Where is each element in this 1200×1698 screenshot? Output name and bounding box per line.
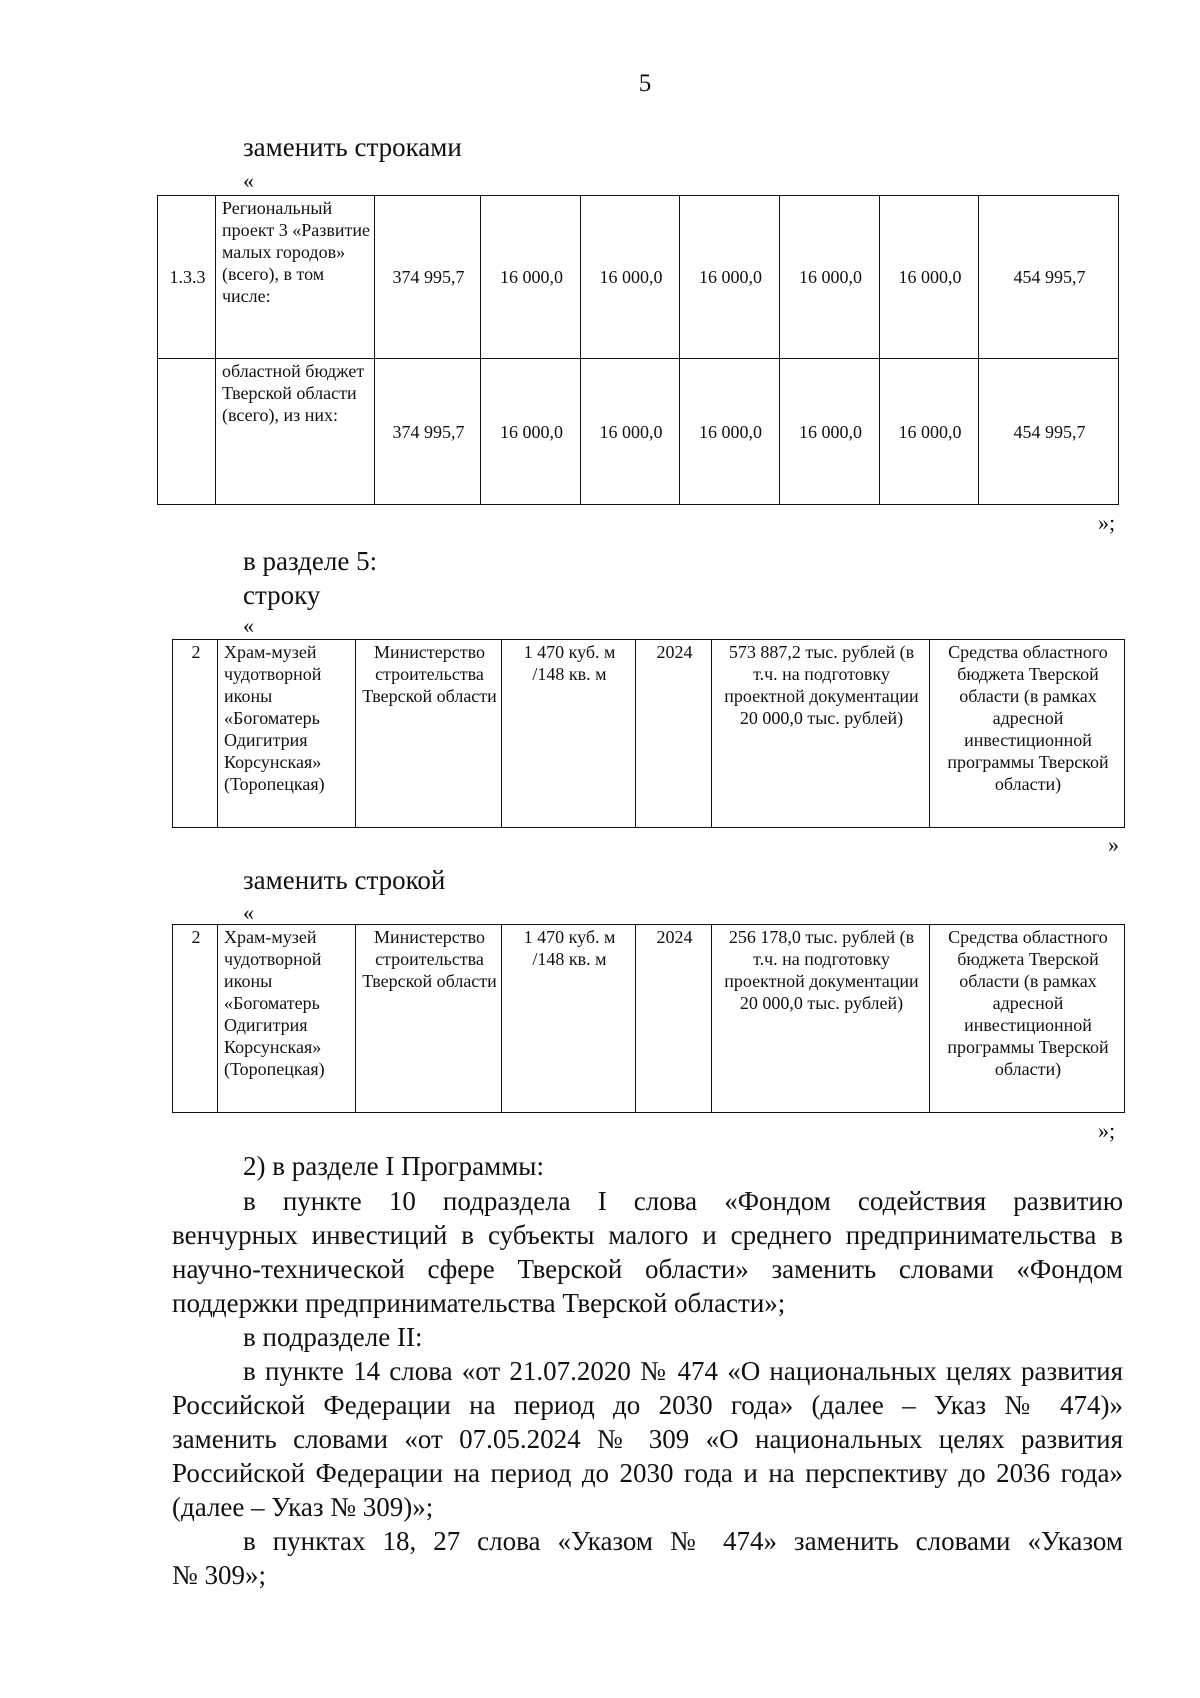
capacity: 1 470 куб. м /148 кв. м	[502, 925, 636, 1113]
close-quote-3: »;	[1098, 1118, 1116, 1143]
value-cell: 16 000,0	[780, 359, 880, 505]
body-line: научно-технической сфере Тверской области» заменить словами «Фондом	[172, 1254, 1123, 1284]
value-cell: 16 000,0	[581, 359, 680, 505]
row-description: Региональный проект 3 «Развитие малых городов» (всего), в том числе:	[216, 196, 375, 359]
value-cell: 454 995,7	[979, 359, 1119, 505]
body-line: в пунктах 18, 27 слова «Указом № 474» заменить словами «Указом	[243, 1526, 1123, 1556]
row-number	[158, 359, 216, 505]
value-cell: 16 000,0	[680, 196, 780, 359]
row-description: областной бюджет Тверской области (всего), из них:	[216, 359, 375, 505]
table-row	[173, 925, 1125, 1113]
body-line: в подразделе II:	[243, 1322, 423, 1352]
ministry: Министерство строительства Тверской области	[356, 925, 502, 1113]
object-table-original	[172, 639, 1125, 828]
year: 2024	[636, 925, 712, 1113]
row-number: 1.3.3	[158, 196, 216, 359]
table-row	[158, 359, 1119, 505]
open-quote-2: «	[243, 613, 254, 638]
body-line: венчурных инвестиций в субъекты малого и среднего предпринимательства в	[172, 1220, 1123, 1250]
row-number: 2	[173, 640, 218, 828]
value-cell: 374 995,7	[375, 196, 481, 359]
capacity: 1 470 куб. м /148 кв. м	[502, 640, 636, 828]
year: 2024	[636, 640, 712, 828]
value-cell: 16 000,0	[880, 359, 979, 505]
budget-table	[157, 195, 1119, 505]
cost: 573 887,2 тыс. рублей (в т.ч. на подготовку проектной документации 20 000,0 тыс. рублей)	[712, 640, 930, 828]
close-quote-2: »	[1108, 832, 1119, 857]
object-name: Храм-музей чудотворной иконы «Богоматерь Одигитрия Корсунская» (Торопецкая)	[218, 925, 356, 1113]
section5-heading: в разделе 5:	[243, 546, 378, 576]
table-row	[173, 640, 1125, 828]
value-cell: 374 995,7	[375, 359, 481, 505]
object-name: Храм-музей чудотворной иконы «Богоматерь Одигитрия Корсунская» (Торопецкая)	[218, 640, 356, 828]
body-line: Российской Федерации на период до 2030 года и на перспективу до 2036 года»	[172, 1458, 1123, 1488]
body-line: Российской Федерации на период до 2030 года» (далее – Указ № 474)»	[172, 1390, 1123, 1420]
row-number: 2	[173, 925, 218, 1113]
funding-source: Средства областного бюджета Тверской области (в рамках адресной инвестиционной программы Тверской области)	[930, 925, 1125, 1113]
body-line: 2) в разделе I Программы:	[243, 1151, 544, 1181]
page-number: 5	[638, 70, 652, 97]
body-line: поддержки предпринимательства Тверской области»;	[172, 1288, 786, 1318]
open-quote-1: «	[243, 168, 254, 193]
value-cell: 16 000,0	[581, 196, 680, 359]
close-quote-1: »;	[1098, 510, 1116, 535]
value-cell: 16 000,0	[481, 196, 581, 359]
value-cell: 16 000,0	[880, 196, 979, 359]
funding-source: Средства областного бюджета Тверской области (в рамках адресной инвестиционной программы Тверской области)	[930, 640, 1125, 828]
heading-replace-row: заменить строкой	[243, 865, 446, 895]
body-line: заменить словами «от 07.05.2024 № 309 «О национальных целях развития	[172, 1424, 1123, 1454]
ministry: Министерство строительства Тверской области	[356, 640, 502, 828]
value-cell: 16 000,0	[780, 196, 880, 359]
table-row	[158, 196, 1119, 359]
open-quote-3: «	[243, 900, 254, 925]
cost: 256 178,0 тыс. рублей (в т.ч. на подготовку проектной документации 20 000,0 тыс. рублей)	[712, 925, 930, 1113]
body-line: в пункте 14 слова «от 21.07.2020 № 474 «О национальных целях развития	[243, 1356, 1123, 1386]
value-cell: 16 000,0	[481, 359, 581, 505]
body-line: (далее – Указ № 309)»;	[172, 1492, 434, 1522]
object-table-replacement	[172, 924, 1125, 1113]
value-cell: 454 995,7	[979, 196, 1119, 359]
body-line: № 309»;	[172, 1560, 267, 1590]
row-word: строку	[243, 580, 321, 610]
heading-replace-rows: заменить строками	[243, 132, 462, 162]
body-line: в пункте 10 подраздела I слова «Фондом содействия развитию	[243, 1186, 1123, 1216]
value-cell: 16 000,0	[680, 359, 780, 505]
